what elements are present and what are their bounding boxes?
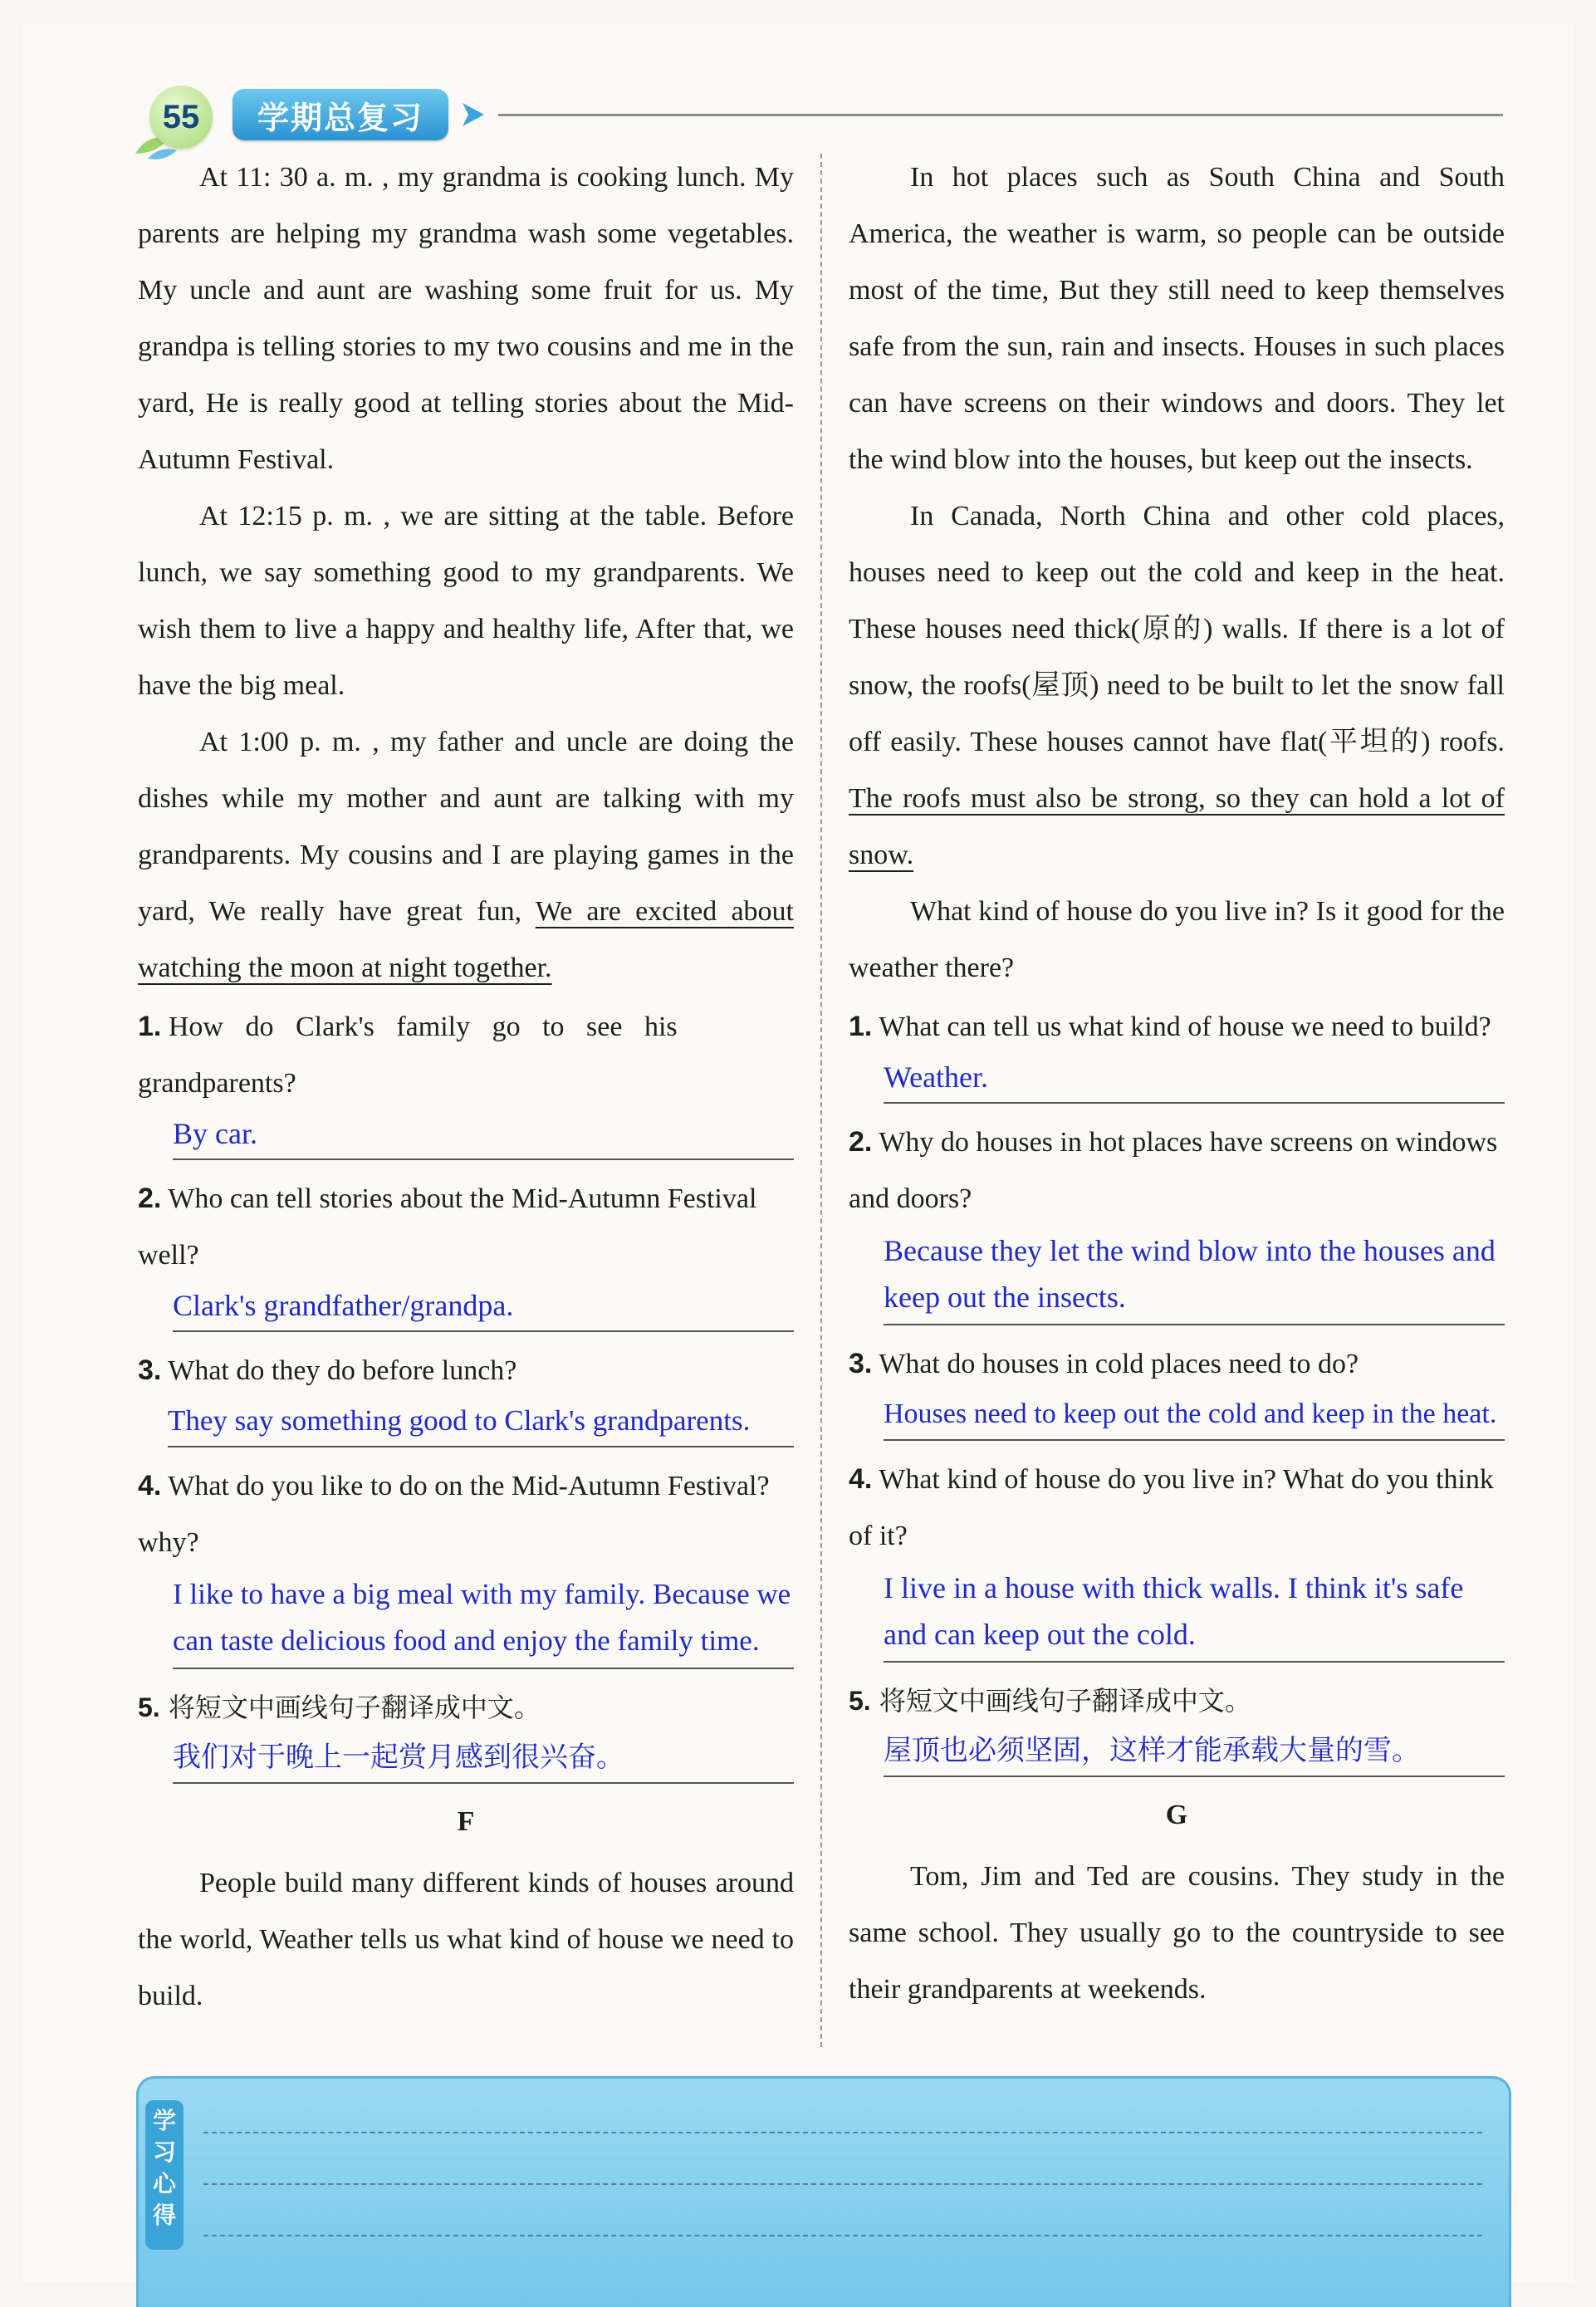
right-column [849,149,1505,2018]
notes-writing-line[interactable] [203,2235,1482,2236]
answer-line[interactable]: They say something good to Clark's grandparents. [168,1399,794,1447]
question-text: Why do houses in hot places have screens on windows and doors? [849,1127,1498,1214]
passage-text: In Canada, North China and other cold places, houses need to keep out the cold and keep in the heat. These houses need thick(原的) walls. If there is a lot of snow, the roofs(屋顶) need to be built to let the snow fall off easily. These houses cannot have flat(平坦的) roofs. [849,501,1505,757]
passage-paragraph [849,488,1505,884]
question-text: 将短文中画线句子翻译成中文。 [168,1692,541,1723]
answer-line[interactable]: I like to have a big meal with my family. Because we can taste delicious food and enjoy the family time. [173,1571,794,1669]
question-number: 1. [849,1011,873,1042]
passage-paragraph: What kind of house do you live in? Is it good for the weather there? [849,896,1505,983]
answer-line[interactable]: 屋顶也必须坚固，这样才能承载大量的雪。 [884,1729,1505,1777]
question-3 [138,1342,794,1447]
question-number: 3. [138,1354,162,1386]
passage-paragraph: Tom, Jim and Ted are cousins. They study in the same school. They usually go to the countryside to see their grandparents at weekends. [849,1861,1505,2005]
answer-line[interactable]: Clark's grandfather/grandpa. [173,1284,794,1332]
study-notes-box [136,2076,1511,2307]
passage-paragraph: In hot places such as South China and South America, the weather is warm, so people can be outside most of the time, But they still need to keep themselves safe from the sun, rain and insects. Houses in such places can have screens on their windows and doors. They let the wind blow into the houses, but keep out the insects. [849,162,1505,475]
question-number: 2. [849,1126,873,1158]
question-number: 3. [849,1348,873,1379]
question-1 [138,998,794,1160]
question-2 [138,1170,794,1332]
section-letter: G [1165,1800,1188,1830]
question-number: 5. [138,1692,160,1722]
section-letter: F [457,1806,475,1837]
passage-paragraph: At 11: 30 a. m. , my grandma is cooking lunch. My parents are helping my grandma wash some vegetables. My uncle and aunt are washing some fruit for us. My grandpa is telling stories to my two cousins and me in the yard, He is really good at telling stories about the Mid-Autumn Festival. [138,162,794,475]
question-number: 4. [849,1463,873,1495]
notes-writing-line[interactable] [203,2132,1482,2133]
question-4 [849,1451,1505,1663]
answer-line[interactable]: Because they let the wind blow into the houses and keep out the insects. [884,1227,1505,1325]
answer-line[interactable]: I live in a house with thick walls. I think it's safe and can keep out the cold. [884,1565,1505,1663]
column-divider [820,154,822,2047]
answer-line[interactable]: Weather. [884,1056,1505,1104]
section-title-badge: 学期总复习 [233,89,448,140]
question-text: What do houses in cold places need to do? [879,1349,1359,1379]
question-text: 将短文中画线句子翻译成中文。 [879,1685,1251,1717]
question-4 [138,1457,794,1669]
question-5 [849,1673,1505,1777]
page-number: 55 [149,86,213,149]
passage-text: At 1:00 p. m. , my father and uncle are doing the dishes while my mother and aunt are talking with my grandparents. My cousins and I are playing games in the yard, We really have great fun, [138,727,794,927]
question-5 [138,1679,794,1784]
passage-paragraph: People build many different kinds of houses around the world, Weather tells us what kind of house we need to build. [138,1868,794,2011]
underlined-sentence: The roofs must also be strong, so they can hold a lot of snow. [849,783,1505,870]
question-text: Who can tell stories about the Mid-Autumn Festival well? [138,1183,757,1271]
answer-line[interactable]: 我们对于晚上一起赏月感到很兴奋。 [173,1736,794,1784]
question-text: What do they do before lunch? [168,1355,517,1386]
passage-paragraph: At 12:15 p. m. , we are sitting at the table. Before lunch, we say something good to my grandparents. We wish them to live a happy and healthy life, After that, we have the big meal. [138,501,794,701]
question-text: What can tell us what kind of house we need to build? [879,1011,1491,1042]
question-3 [849,1335,1505,1441]
question-1 [849,998,1505,1104]
left-column [138,149,794,2025]
question-text: How do Clark's family go to see his grandparents? [138,1011,678,1099]
header-rule [498,114,1503,116]
notes-label: 学习心得 [145,2100,184,2250]
question-number: 2. [138,1183,162,1214]
answer-line[interactable]: Houses need to keep out the cold and keep in the heat. [884,1393,1505,1441]
page-header [125,79,1503,145]
passage-paragraph [138,714,794,997]
question-text: What kind of house do you live in? What do you think of it? [849,1464,1494,1551]
question-number: 4. [138,1470,162,1501]
notes-writing-line[interactable] [203,2183,1482,2185]
question-2 [849,1114,1505,1325]
underlined-sentence: We are excited about watching the moon at night together. [138,896,794,983]
question-number: 1. [138,1011,162,1042]
answer-line[interactable]: By car. [173,1112,794,1160]
question-text: What do you like to do on the Mid-Autumn Festival? why? [138,1471,770,1558]
question-number: 5. [849,1686,871,1716]
arrow-right-icon [461,101,486,128]
